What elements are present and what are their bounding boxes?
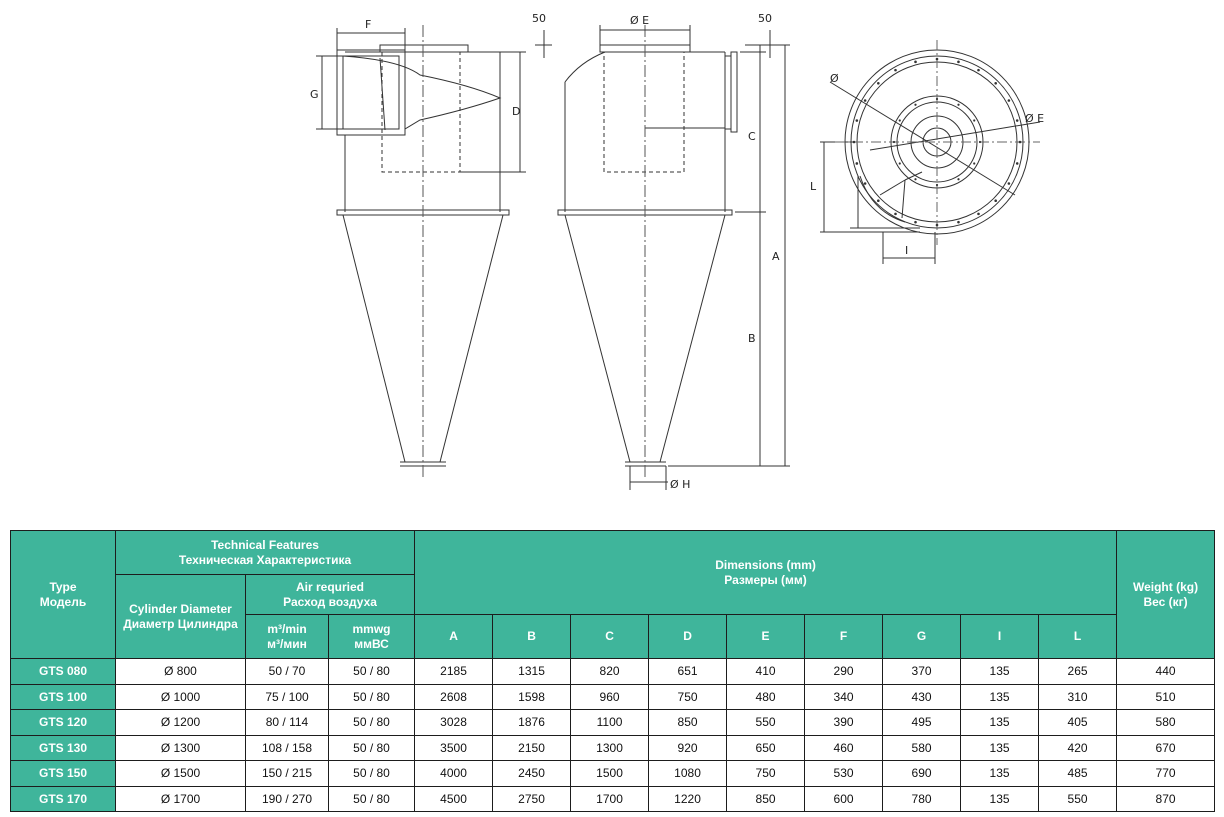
header-dim-g: G — [883, 615, 961, 659]
label-h: Ø H — [670, 478, 691, 491]
header-dim-i: I — [961, 615, 1039, 659]
value-cell: 650 — [727, 735, 805, 761]
side-view-drawing — [558, 25, 790, 490]
value-cell: 690 — [883, 761, 961, 787]
header-mmwg: mmwg ммВС — [329, 615, 415, 659]
value-cell: 960 — [571, 684, 649, 710]
header-m3-min: m³/min м³/мин — [246, 615, 329, 659]
value-cell: 135 — [961, 659, 1039, 685]
value-cell: 1876 — [493, 710, 571, 736]
model-cell: GTS 150 — [11, 761, 116, 787]
label-i: I — [905, 244, 909, 257]
header-dim-b: B — [493, 615, 571, 659]
bolt-hole — [936, 184, 938, 186]
header-cylinder-diameter: Cylinder Diameter Диаметр Цилиндра — [116, 575, 246, 659]
value-cell: 850 — [649, 710, 727, 736]
value-cell: 390 — [805, 710, 883, 736]
drawing-labels — [310, 12, 1044, 491]
value-cell: 80 / 114 — [246, 710, 329, 736]
value-cell: Ø 1000 — [116, 684, 246, 710]
model-cell: GTS 120 — [11, 710, 116, 736]
value-cell: 580 — [1117, 710, 1215, 736]
value-cell: 50 / 80 — [329, 786, 415, 812]
bolt-hole — [899, 162, 901, 164]
value-cell: 1598 — [493, 684, 571, 710]
header-dim-e: E — [727, 615, 805, 659]
value-cell: 50 / 80 — [329, 684, 415, 710]
value-cell: 1100 — [571, 710, 649, 736]
bolt-hole — [977, 69, 980, 72]
label-c: C — [748, 130, 756, 143]
bolt-hole — [973, 119, 975, 121]
bolt-hole — [957, 104, 959, 106]
value-cell: 820 — [571, 659, 649, 685]
value-cell: 485 — [1039, 761, 1117, 787]
value-cell: 1315 — [493, 659, 571, 685]
bolt-hole — [893, 141, 895, 143]
value-cell: 651 — [649, 659, 727, 685]
value-cell: 510 — [1117, 684, 1215, 710]
value-cell: 2450 — [493, 761, 571, 787]
value-cell: 550 — [1039, 786, 1117, 812]
bolt-hole — [973, 162, 975, 164]
value-cell: 1700 — [571, 786, 649, 812]
bolt-hole — [936, 98, 938, 100]
bolt-hole — [899, 119, 901, 121]
bolt-hole — [894, 69, 897, 72]
value-cell: 405 — [1039, 710, 1117, 736]
value-cell: 850 — [727, 786, 805, 812]
header-dim-f: F — [805, 615, 883, 659]
bolt-hole — [957, 61, 960, 64]
value-cell: 135 — [961, 735, 1039, 761]
value-cell: 108 / 158 — [246, 735, 329, 761]
value-cell: 920 — [649, 735, 727, 761]
bolt-hole — [914, 104, 916, 106]
value-cell: 1300 — [571, 735, 649, 761]
bolt-hole — [856, 162, 859, 165]
value-cell: 750 — [727, 761, 805, 787]
model-cell: GTS 080 — [11, 659, 116, 685]
model-cell: GTS 100 — [11, 684, 116, 710]
bolt-hole — [877, 82, 880, 85]
bolt-hole — [957, 178, 959, 180]
bolt-hole — [914, 61, 917, 64]
table-row — [11, 761, 1215, 787]
bolt-hole — [1016, 162, 1019, 165]
value-cell: 135 — [961, 786, 1039, 812]
label-l: L — [810, 180, 817, 193]
table-row — [11, 684, 1215, 710]
label-top-e: Ø E — [1025, 112, 1045, 125]
value-cell: 2185 — [415, 659, 493, 685]
bolt-hole — [957, 221, 960, 224]
header-technical-features: Technical Features Техническая Характеристика — [116, 531, 415, 575]
value-cell: 440 — [1117, 659, 1215, 685]
table-row — [11, 786, 1215, 812]
label-g: G — [310, 88, 319, 101]
value-cell: 370 — [883, 659, 961, 685]
value-cell: 265 — [1039, 659, 1117, 685]
bolt-hole — [864, 182, 867, 185]
value-cell: 495 — [883, 710, 961, 736]
bolt-hole — [914, 221, 917, 224]
value-cell: 135 — [961, 761, 1039, 787]
header-weight: Weight (kg) Вес (кг) — [1117, 531, 1215, 659]
bolt-hole — [979, 141, 981, 143]
bolt-hole — [864, 99, 867, 102]
model-cell: GTS 170 — [11, 786, 116, 812]
header-dim-l: L — [1039, 615, 1117, 659]
value-cell: 780 — [883, 786, 961, 812]
value-cell: 1220 — [649, 786, 727, 812]
value-cell: 50 / 70 — [246, 659, 329, 685]
table-row — [11, 710, 1215, 736]
header-air-required: Air requried Расход воздуха — [246, 575, 415, 615]
value-cell: 530 — [805, 761, 883, 787]
label-b: B — [748, 332, 756, 345]
bolt-hole — [977, 213, 980, 216]
top-view-drawing — [820, 40, 1040, 264]
value-cell: 770 — [1117, 761, 1215, 787]
value-cell: 3500 — [415, 735, 493, 761]
bolt-hole — [853, 141, 856, 144]
bolt-hole — [1008, 182, 1011, 185]
value-cell: 50 / 80 — [329, 710, 415, 736]
model-cell: GTS 130 — [11, 735, 116, 761]
value-cell: 550 — [727, 710, 805, 736]
bolt-hole — [894, 213, 897, 216]
value-cell: Ø 1300 — [116, 735, 246, 761]
value-cell: Ø 800 — [116, 659, 246, 685]
value-cell: 135 — [961, 710, 1039, 736]
value-cell: 4500 — [415, 786, 493, 812]
value-cell: Ø 1700 — [116, 786, 246, 812]
value-cell: 480 — [727, 684, 805, 710]
value-cell: 580 — [883, 735, 961, 761]
bolt-hole — [1008, 99, 1011, 102]
header-dim-d: D — [649, 615, 727, 659]
value-cell: 4000 — [415, 761, 493, 787]
bolt-hole — [936, 224, 939, 227]
bolt-hole — [994, 82, 997, 85]
header-type: Type Модель — [11, 531, 116, 659]
value-cell: 50 / 80 — [329, 735, 415, 761]
value-cell: 135 — [961, 684, 1039, 710]
bolt-hole — [856, 119, 859, 122]
bolt-hole — [1016, 119, 1019, 122]
value-cell: 670 — [1117, 735, 1215, 761]
cyclone-specifications-table — [10, 530, 1215, 812]
value-cell: 75 / 100 — [246, 684, 329, 710]
value-cell: Ø 1200 — [116, 710, 246, 736]
value-cell: 420 — [1039, 735, 1117, 761]
header-dimensions: Dimensions (mm) Размеры (мм) — [415, 531, 1117, 615]
bolt-hole — [994, 199, 997, 202]
label-side-50: 50 — [758, 12, 772, 25]
label-d: D — [512, 105, 521, 118]
value-cell: 50 / 80 — [329, 761, 415, 787]
value-cell: 50 / 80 — [329, 659, 415, 685]
value-cell: 2750 — [493, 786, 571, 812]
value-cell: 750 — [649, 684, 727, 710]
value-cell: 870 — [1117, 786, 1215, 812]
value-cell: 460 — [805, 735, 883, 761]
value-cell: 310 — [1039, 684, 1117, 710]
value-cell: 3028 — [415, 710, 493, 736]
value-cell: 600 — [805, 786, 883, 812]
value-cell: 430 — [883, 684, 961, 710]
value-cell: 2608 — [415, 684, 493, 710]
label-a: A — [772, 250, 780, 263]
bolt-hole — [936, 58, 939, 61]
header-dim-a: A — [415, 615, 493, 659]
bolt-hole — [914, 178, 916, 180]
value-cell: 2150 — [493, 735, 571, 761]
bolt-hole — [1019, 141, 1022, 144]
header-dim-c: C — [571, 615, 649, 659]
value-cell: 1500 — [571, 761, 649, 787]
value-cell: 410 — [727, 659, 805, 685]
front-view-drawing — [316, 25, 552, 480]
value-cell: 150 / 215 — [246, 761, 329, 787]
table-row — [11, 659, 1215, 685]
value-cell: Ø 1500 — [116, 761, 246, 787]
value-cell: 340 — [805, 684, 883, 710]
label-side-e: Ø E — [630, 14, 650, 27]
value-cell: 290 — [805, 659, 883, 685]
table-row — [11, 735, 1215, 761]
value-cell: 190 / 270 — [246, 786, 329, 812]
label-front-50: 50 — [532, 12, 546, 25]
label-f: F — [365, 18, 372, 31]
label-top-o: Ø — [830, 72, 839, 85]
bolt-hole — [877, 199, 880, 202]
value-cell: 1080 — [649, 761, 727, 787]
